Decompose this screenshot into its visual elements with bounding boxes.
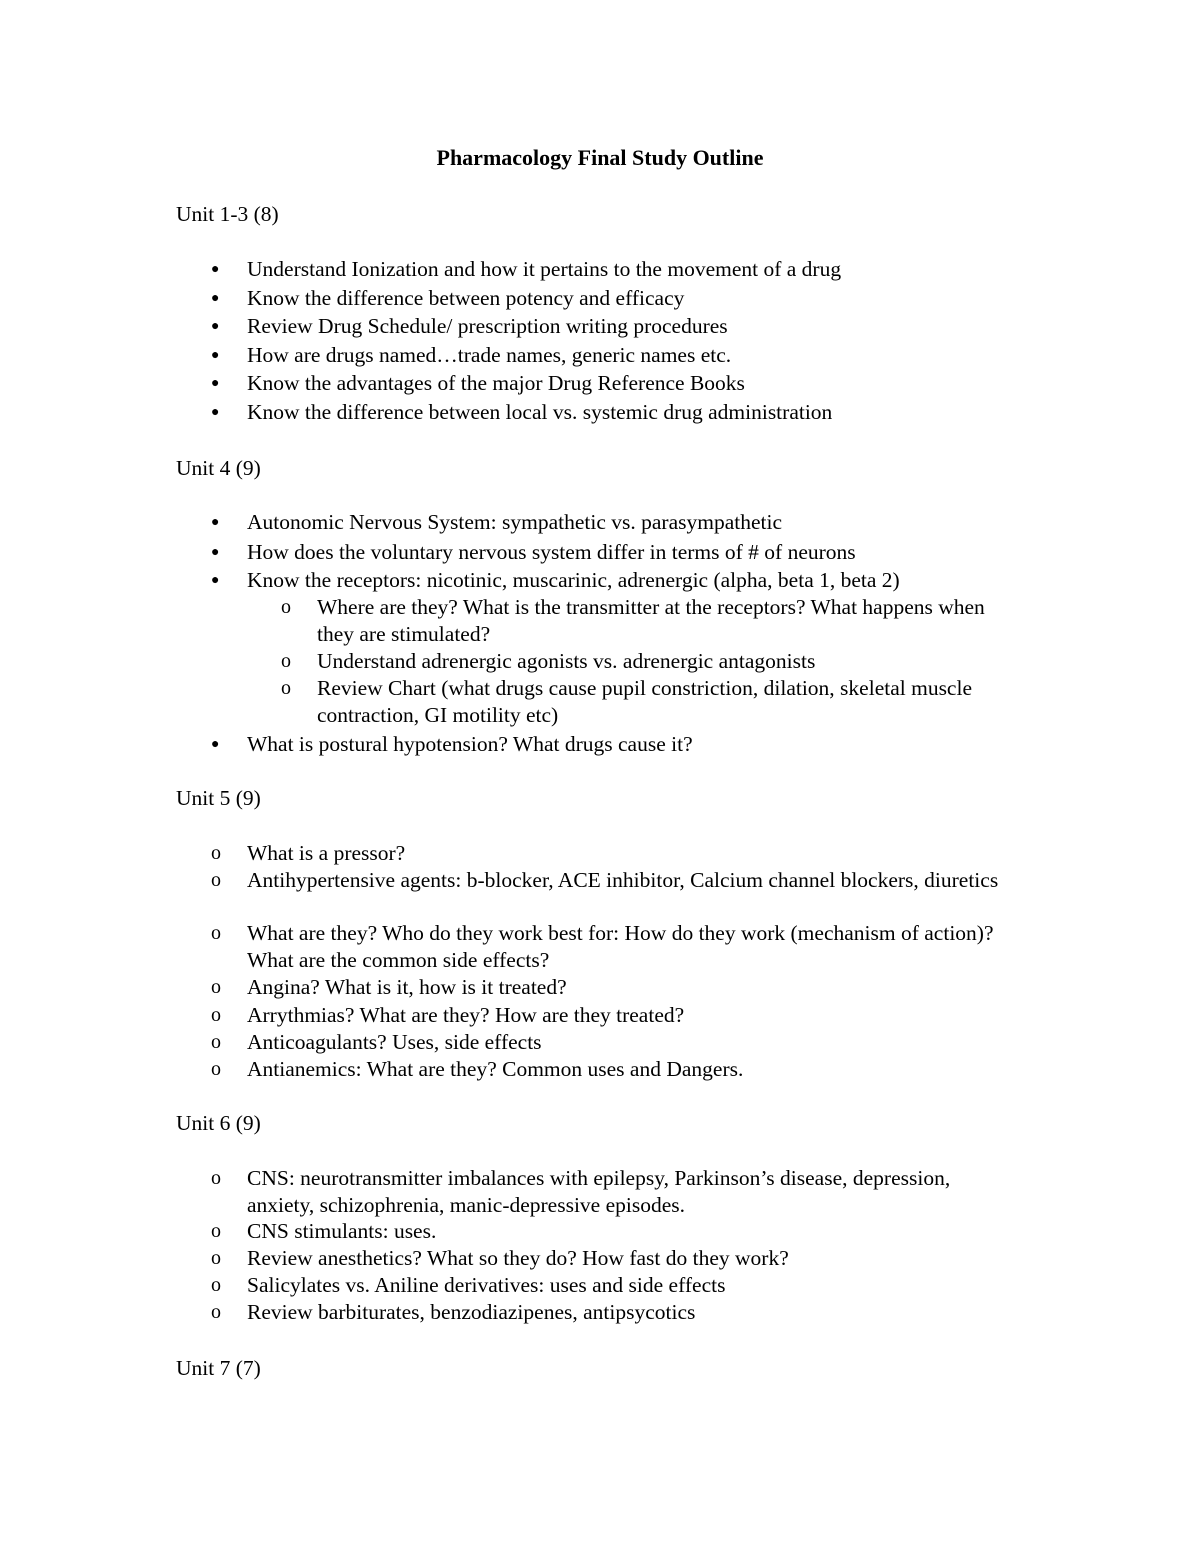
circle-bullet-icon: o [211, 976, 221, 998]
list-item-text: Antihypertensive agents: b-blocker, ACE inhibitor, Calcium channel blockers, diuretics [247, 868, 999, 892]
unit-heading: Unit 4 (9) [176, 456, 261, 480]
list-item-text: Understand Ionization and how it pertains to the movement of a drug [247, 257, 842, 281]
bullet-icon: ● [211, 262, 220, 277]
circle-bullet-icon: o [281, 677, 291, 699]
bullet-icon: ● [211, 545, 220, 560]
list-item-text: Where are they? What is the transmitter at the receptors? What happens when they are stimulated? [317, 595, 985, 646]
list-item-text: How are drugs named…trade names, generic names etc. [247, 343, 732, 367]
circle-bullet-icon: o [211, 842, 221, 864]
sub-list-item [211, 1029, 1007, 1056]
bullet-icon: ● [211, 405, 220, 420]
bullet-icon: ● [211, 291, 220, 306]
list-item [211, 285, 1007, 312]
circle-bullet-icon: o [211, 922, 221, 944]
bullet-icon: ● [211, 573, 220, 588]
unit-heading: Unit 6 (9) [176, 1111, 261, 1135]
list-item-text: Antianemics: What are they? Common uses and Dangers. [247, 1057, 744, 1081]
bullet-icon: ● [211, 515, 220, 530]
list-item-text: Review anesthetics? What so they do? How fast do they work? [247, 1246, 789, 1270]
circle-bullet-icon: o [211, 1274, 221, 1296]
sub-list-item [281, 594, 1007, 648]
bullet-icon: ● [211, 737, 220, 752]
list-item [211, 539, 1007, 566]
circle-bullet-icon: o [211, 869, 221, 891]
sub-list-item [211, 1165, 1007, 1219]
list-item-text: What is a pressor? [247, 841, 406, 865]
list-item-text: Know the receptors: nicotinic, muscarinic, adrenergic (alpha, beta 1, beta 2) [247, 568, 900, 592]
sub-list-item [281, 675, 1007, 729]
list-item-text: Understand adrenergic agonists vs. adrenergic antagonists [317, 649, 816, 673]
circle-bullet-icon: o [211, 1031, 221, 1053]
bullet-icon: ● [211, 348, 220, 363]
sub-list-item [211, 1056, 1007, 1083]
bullet-icon: ● [211, 319, 220, 334]
list-item-text: Review Chart (what drugs cause pupil constriction, dilation, skeletal muscle contraction, GI motility etc) [317, 676, 972, 727]
sub-list-item [211, 867, 1007, 894]
list-item-text: What are they? Who do they work best for: How do they work (mechanism of action)? What are the common side effects? [247, 921, 994, 972]
list-item-text: Arrythmias? What are they? How are they treated? [247, 1003, 685, 1027]
sub-list-item [211, 920, 1007, 974]
list-item-text: CNS: neurotransmitter imbalances with epilepsy, Parkinson’s disease, depression, anxiety, schizophrenia, manic-depressive episodes. [247, 1166, 951, 1217]
list-item [211, 370, 1007, 397]
list-item-text: Know the advantages of the major Drug Reference Books [247, 371, 745, 395]
sub-list-item [211, 1272, 1007, 1299]
sub-list-item [211, 1002, 1007, 1029]
sub-list-item [211, 1218, 1007, 1245]
list-item-text: What is postural hypotension? What drugs cause it? [247, 732, 693, 756]
list-item [211, 509, 1007, 536]
sub-list-item [211, 1299, 1007, 1326]
list-item [211, 256, 1007, 283]
list-item [211, 567, 1007, 594]
circle-bullet-icon: o [211, 1058, 221, 1080]
circle-bullet-icon: o [211, 1220, 221, 1242]
list-item-text: Know the difference between local vs. systemic drug administration [247, 400, 833, 424]
circle-bullet-icon: o [211, 1301, 221, 1323]
circle-bullet-icon: o [211, 1247, 221, 1269]
circle-bullet-icon: o [211, 1004, 221, 1026]
list-item-text: CNS stimulants: uses. [247, 1219, 437, 1243]
unit-heading: Unit 1-3 (8) [176, 202, 279, 226]
list-item-text: How does the voluntary nervous system differ in terms of # of neurons [247, 540, 856, 564]
list-item [211, 313, 1007, 340]
document-title: Pharmacology Final Study Outline [436, 145, 764, 170]
list-item-text: Review Drug Schedule/ prescription writing procedures [247, 314, 728, 338]
list-item [211, 731, 1007, 758]
sub-list-item [211, 1245, 1007, 1272]
sub-list-item [211, 840, 1007, 867]
circle-bullet-icon: o [281, 596, 291, 618]
unit-heading: Unit 7 (7) [176, 1356, 261, 1380]
list-item-text: Salicylates vs. Aniline derivatives: uses and side effects [247, 1273, 726, 1297]
circle-bullet-icon: o [281, 650, 291, 672]
list-item-text: Review barbiturates, benzodiazipenes, antipsycotics [247, 1300, 696, 1324]
list-item-text: Angina? What is it, how is it treated? [247, 975, 567, 999]
sub-list-item [211, 974, 1007, 1001]
list-item-text: Anticoagulants? Uses, side effects [247, 1030, 542, 1054]
sub-list-item [281, 648, 1007, 675]
circle-bullet-icon: o [211, 1167, 221, 1189]
unit-heading: Unit 5 (9) [176, 786, 261, 810]
list-item [211, 399, 1007, 426]
bullet-icon: ● [211, 376, 220, 391]
list-item [211, 342, 1007, 369]
list-item-text: Autonomic Nervous System: sympathetic vs. parasympathetic [247, 510, 783, 534]
list-item-text: Know the difference between potency and efficacy [247, 286, 685, 310]
